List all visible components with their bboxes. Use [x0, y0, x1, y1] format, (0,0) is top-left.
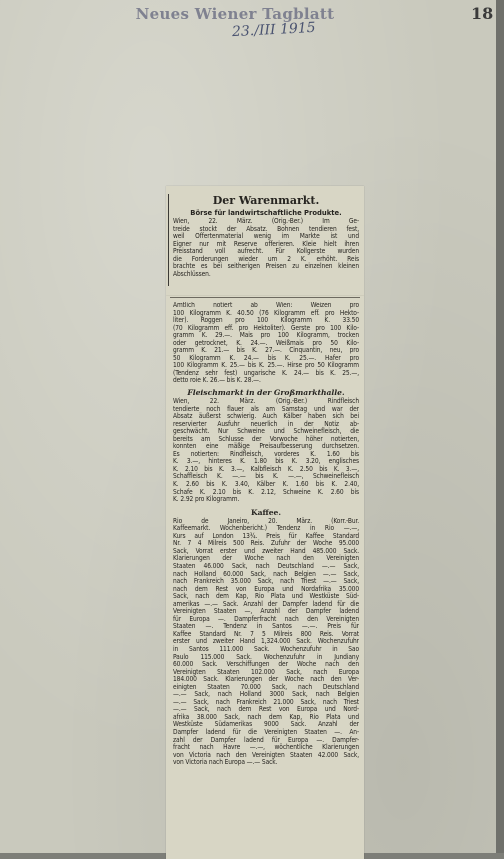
- text-line: bereits am Schlusse der Vorwoche höher notierten,: [173, 434, 359, 443]
- text-line: tendierte noch flauer als am Samstag und war der: [173, 404, 359, 413]
- text-line: Schafe K. 2.10 bis K. 2.12, Schweine K. 2.60 bis: [173, 487, 359, 496]
- text-line: amerikas —.— Sack. Anzahl der Dampfer ladend für die: [173, 599, 359, 608]
- article-subtitle: Börse für landwirtschaftliche Produkte.: [190, 209, 342, 217]
- text-line: (Tendenz sehr fest) ungarische K. 24.— bis K. 25.—,: [173, 368, 359, 377]
- text-line: 184.000 Sack. Klarierungen der Woche nach den Ver-: [173, 675, 359, 684]
- text-line: für Europa —. Dampferfracht nach den Vereinigten: [173, 614, 359, 623]
- text-line: von Victoria nach den Vereinigten Staaten 42.000 Sack,: [173, 750, 359, 759]
- top-divider: [170, 297, 360, 298]
- text-line: gramm K. 21.— bis K. 27.—. Cinquantin, neu, pro: [173, 346, 359, 355]
- text-line: Eigner nur mit Reserve offerieren. Kleie hielt ihren: [173, 239, 359, 248]
- text-line: Preisstand voll aufrecht. Für Kollgerste wurden: [173, 247, 359, 256]
- text-line: Kaffeemarkt. Wochenbericht.) Tendenz in Rio —.—,: [173, 524, 359, 533]
- text-line: nach dem Rest von Europa und Nordafrika 35.000: [173, 584, 359, 593]
- text-line: Kurs auf London 13¾. Preis für Kaffee Standard: [173, 531, 359, 540]
- text-line: 100 Kilogramm K. 40.50 (76 Kilogramm eff. pro Hekto-: [173, 308, 359, 317]
- text-line: die Forderungen wieder um 2 K. erhöht. Reis: [173, 254, 359, 263]
- handwritten-date: 23./III 1915: [231, 19, 317, 41]
- text-line: einigten Staaten 70.000 Sack, nach Deutschland: [173, 682, 359, 691]
- text-line: Sack, Vorrat erster und zweiter Hand 485.000 Sack.: [173, 546, 359, 555]
- text-line: liter). Roggen pro 100 Kilogramm K. 33.50: [173, 316, 359, 325]
- text-line: oder getrocknet, K. 24.—. Weißmais pro 50 Kilo-: [173, 338, 359, 347]
- page-number: 18: [471, 4, 494, 23]
- clipping-bottom: [166, 296, 364, 859]
- text-line: Schaffleisch K. —.— bis K. —.—, Schweinefleisch: [173, 472, 359, 481]
- text-line: treide stockt der Absatz. Bohnen tendieren fest,: [173, 224, 359, 233]
- margin-mark: [168, 194, 169, 286]
- text-line: detto roie K. 26.— bis K. 28.—.: [173, 376, 261, 385]
- text-line: Paulo 115.000 Sack. Wochenzufuhr in Jundiany: [173, 652, 359, 661]
- text-line: reservierter Ausfuhr neuerlich in der Notiz ab-: [173, 419, 359, 428]
- text-line: Sack, nach dem Kap, Rio Plata und Westküste Süd-: [173, 592, 359, 601]
- text-line: afrika 38.000 Sack, nach dem Kap, Rio Plata und: [173, 712, 359, 721]
- text-line: Es notierten: Rindfleisch, vorderes K. 1.60 bis: [173, 449, 359, 458]
- clipping-top: [166, 186, 364, 296]
- text-line: konnten eine mäßige Preisaufbesserung durchsetzen.: [173, 442, 359, 451]
- text-line: in Santos 111.000 Sack. Wochenzufuhr in Sao: [173, 644, 359, 653]
- text-line: Wien, 22. März. (Orig.-Ber.) Im Ge-: [173, 217, 359, 225]
- text-line: Staaten —. Tendenz in Santos —.—. Preis für: [173, 622, 359, 631]
- newspaper-masthead: Neues Wiener Tagblatt: [135, 5, 335, 23]
- text-line: Amtlich notiert ab Wien: Weizen pro: [173, 302, 359, 309]
- text-line: (70 Kilogramm eff. pro Hektoliter). Gerste pro 100 Kilo-: [173, 323, 359, 332]
- text-line: Dampfer ladend für die Vereinigten Staaten —. An-: [173, 727, 359, 736]
- text-line: —.— Sack, nach Holland 3000 Sack, nach Belgien: [173, 690, 359, 699]
- text-line: K. 2.60 bis K. 3.40, Kälber K. 1.60 bis K. 2.40,: [173, 480, 359, 489]
- text-line: 60.000 Sack. Verschiffungen der Woche nach den: [173, 660, 359, 669]
- text-line: brachte es bei seitherigen Preisen zu einzelnen kleinen: [173, 262, 359, 271]
- section-heading-meat: Fleischmarkt in der Großmarkthalle.: [187, 388, 345, 398]
- paragraph-meat: [173, 398, 359, 504]
- paragraph-grain: [173, 218, 359, 278]
- text-line: zahl der Dampfer ladend für Europa —. Dampfer-: [173, 735, 359, 744]
- text-line: fracht nach Havre —.—, wöchentliche Klarierungen: [173, 743, 359, 752]
- text-line: Staaten 46.000 Sack, nach Deutschland —.— Sack,: [173, 561, 359, 570]
- text-line: Rio de Janeiro, 20. März. (Korr.-Bur.: [173, 516, 359, 525]
- paragraph-coffee: [173, 518, 359, 767]
- text-line: weil Offertenmaterial wenig im Markte ist und: [173, 232, 359, 241]
- article-title: Der Warenmarkt.: [212, 194, 320, 207]
- text-line: nach Frankreich 35.000 Sack, nach Triest —.— Sack,: [173, 577, 359, 586]
- text-line: Vereinigten Staaten 102.000 Sack, nach Europa: [173, 667, 359, 676]
- sheet-edge: [496, 0, 504, 853]
- text-line: erster und zweiter Hand 1,324.000 Sack. Wochenzufuhr: [173, 637, 359, 646]
- text-line: —.— Sack, nach dem Rest von Europa und Nord-: [173, 705, 359, 714]
- text-line: Westküste Südamerikas 9000 Sack. Anzahl der: [173, 720, 359, 729]
- section-heading-coffee: Kaffee.: [250, 507, 282, 517]
- text-line: 50 Kilogramm K. 24.— bis K. 25.—. Hafer pro: [173, 353, 359, 362]
- text-line: Nr. 7 4 Milreis 500 Reis. Zufuhr der Woche 95.000: [173, 539, 359, 548]
- text-line: —.— Sack, nach Frankreich 21.000 Sack, nach Triest: [173, 697, 359, 706]
- text-line: Klarierungen der Woche nach den Vereinigten: [173, 554, 359, 563]
- text-line: Absatz äußerst schwierig. Auch Kälber haben sich bei: [173, 412, 359, 421]
- text-line: K. 2.92 pro Kilogramm.: [173, 495, 240, 504]
- text-line: gramm K. 29.—. Mais pro 100 Kilogramm, trocken: [173, 331, 359, 340]
- text-line: 100 Kilogramm K. 25.— bis K. 25.—. Hirse pro 50 Kilogramm: [173, 361, 359, 370]
- text-line: Vereinigten Staaten —, Anzahl der Dampfer ladend: [173, 607, 359, 616]
- text-line: Abschlüssen.: [173, 269, 211, 278]
- text-line: K. 2.10 bis K. 3.—, Kalbfleisch K. 2.50 bis K. 3.—,: [173, 464, 359, 473]
- text-line: nach Holland 60.000 Sack, nach Belgien —.— Sack,: [173, 569, 359, 578]
- text-line: K. 3.—, hinteres K. 1.80 bis K. 3.20, englisches: [173, 457, 359, 466]
- text-line: Wien, 22. März. (Orig.-Ber.) Rindfleisch: [173, 397, 359, 406]
- text-line: von Victoria nach Europa —.— Sack.: [173, 758, 278, 767]
- text-line: geschwächt. Nur Schweine und Schweinefleisch, die: [173, 427, 359, 436]
- text-line: Kaffee Standard Nr. 7 5 Milreis 800 Reis. Vorrat: [173, 629, 359, 638]
- paragraph-prices: [173, 302, 359, 385]
